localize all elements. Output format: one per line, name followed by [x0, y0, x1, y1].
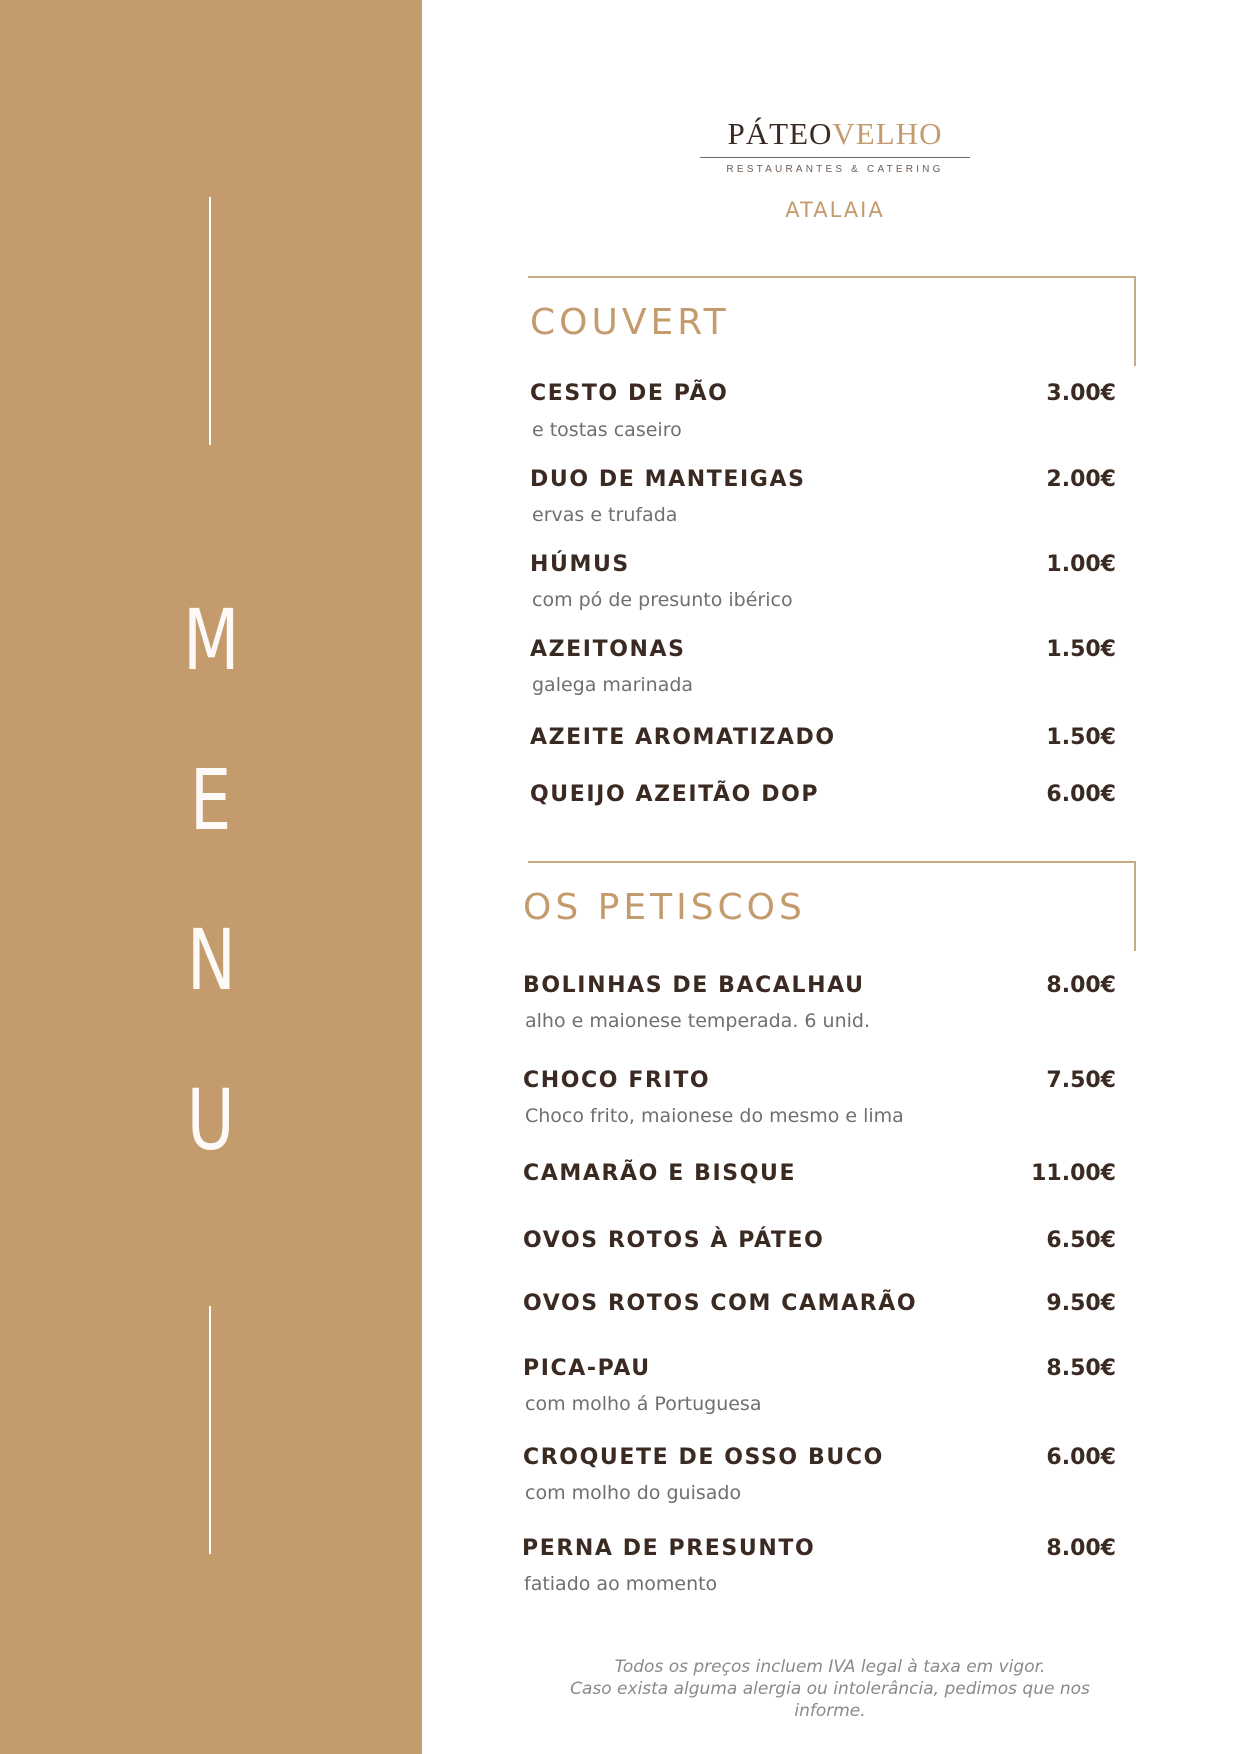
- section-title-couvert: COUVERT: [530, 302, 730, 343]
- logo-subtitle: RESTAURANTES & CATERING: [726, 164, 944, 175]
- menu-item-price: 8.00€: [1046, 1536, 1116, 1561]
- menu-item-price: 11.00€: [1031, 1161, 1116, 1186]
- menu-item-name: PERNA DE PRESUNTO: [522, 1536, 816, 1561]
- menu-item-name: OVOS ROTOS À PÁTEO: [523, 1228, 825, 1253]
- menu-item-name: AZEITE AROMATIZADO: [530, 725, 836, 750]
- menu-item-name: HÚMUS: [530, 552, 630, 577]
- location-name: ATALAIA: [785, 198, 885, 222]
- menu-item-price: 9.50€: [1046, 1291, 1116, 1316]
- menu-item-price: 1.50€: [1046, 637, 1116, 662]
- menu-item-price: 1.50€: [1046, 725, 1116, 750]
- decorative-line-bottom: [209, 1306, 211, 1554]
- menu-letter-m: M: [182, 591, 240, 689]
- menu-item-price: 7.50€: [1046, 1068, 1116, 1093]
- menu-item-description: com pó de presunto ibérico: [532, 589, 793, 611]
- menu-item-price: 6.00€: [1046, 782, 1116, 807]
- menu-item-name: PICA-PAU: [523, 1356, 651, 1381]
- menu-item-name: AZEITONAS: [530, 637, 686, 662]
- menu-item-price: 6.50€: [1046, 1228, 1116, 1253]
- menu-item-name: CESTO DE PÃO: [530, 381, 729, 406]
- menu-letter-n: N: [186, 911, 236, 1009]
- menu-item-price: 8.00€: [1046, 973, 1116, 998]
- decorative-line-top: [209, 197, 211, 445]
- menu-item-name: OVOS ROTOS COM CAMARÃO: [523, 1291, 918, 1316]
- menu-item-name: CROQUETE DE OSSO BUCO: [523, 1445, 884, 1470]
- section-title-petiscos: OS PETISCOS: [523, 887, 806, 928]
- logo-divider: [700, 157, 970, 158]
- menu-item-price: 6.00€: [1046, 1445, 1116, 1470]
- restaurant-logo: [700, 118, 970, 175]
- side-panel: [0, 0, 422, 1754]
- menu-item-name: BOLINHAS DE BACALHAU: [523, 973, 865, 998]
- menu-item-description: com molho do guisado: [525, 1482, 742, 1504]
- menu-item-price: 8.50€: [1046, 1356, 1116, 1381]
- menu-item-description: Choco frito, maionese do mesmo e lima: [525, 1105, 904, 1127]
- footer-note: [540, 1656, 1120, 1722]
- menu-item-description: ervas e trufada: [532, 504, 678, 526]
- menu-item-price: 3.00€: [1046, 381, 1116, 406]
- menu-letter-e: E: [190, 751, 232, 849]
- footer-line-allergy: Caso exista alguma alergia ou intolerância, pedimos que nos informe.: [570, 1679, 1090, 1722]
- footer-line-vat: Todos os preços incluem IVA legal à taxa em vigor.: [614, 1657, 1046, 1677]
- menu-item-price: 2.00€: [1046, 467, 1116, 492]
- menu-item-description: e tostas caseiro: [532, 419, 682, 441]
- menu-item-description: galega marinada: [532, 674, 694, 696]
- logo-wordmark: PÁTEOVELHO: [727, 116, 943, 151]
- menu-item-description: com molho á Portuguesa: [525, 1393, 762, 1415]
- menu-item-description: fatiado ao momento: [524, 1573, 718, 1595]
- menu-item-name: DUO DE MANTEIGAS: [530, 467, 806, 492]
- menu-item-name: CHOCO FRITO: [523, 1068, 711, 1093]
- menu-item-name: QUEIJO AZEITÃO DOP: [530, 782, 820, 807]
- menu-item-price: 1.00€: [1046, 552, 1116, 577]
- menu-letter-u: U: [187, 1071, 235, 1169]
- menu-item-description: alho e maionese temperada. 6 unid.: [525, 1010, 870, 1032]
- menu-item-name: CAMARÃO E BISQUE: [523, 1161, 797, 1186]
